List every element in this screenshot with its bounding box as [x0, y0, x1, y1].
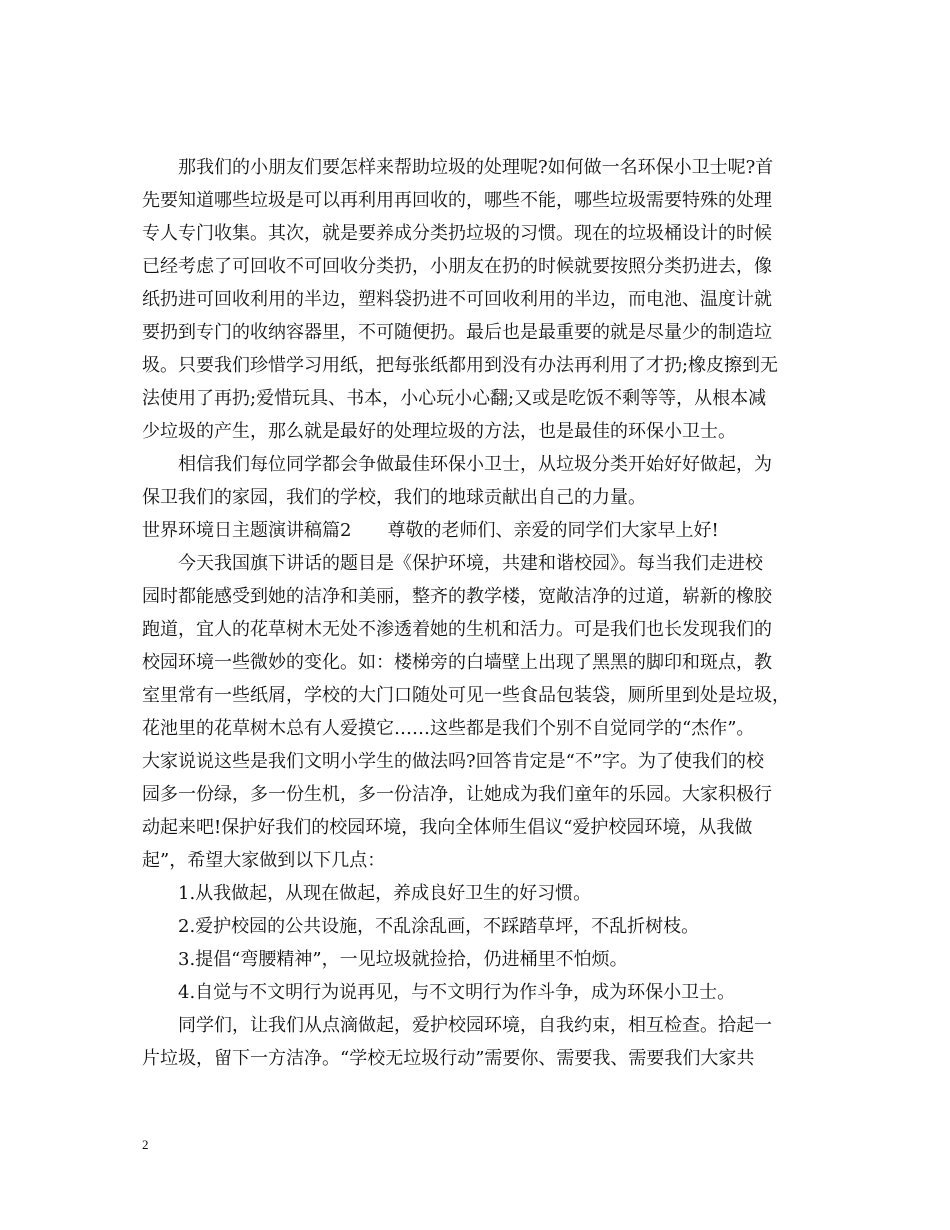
- paragraph-line: 要扔到专门的收纳容器里，不可随便扔。最后也是最重要的就是尽量少的制造垃: [142, 322, 772, 343]
- section-heading: 世界环境日主题演讲稿篇2 尊敬的老师们、亲爱的同学们大家早上好!: [142, 520, 719, 541]
- paragraph-line: 已经考虑了可回收不可回收分类扔，小朋友在扔的时候就要按照分类扔进去，像: [142, 256, 772, 277]
- list-item: 1.从我做起，从现在做起，养成良好卫生的好习惯。: [178, 883, 592, 904]
- list-item: 2.爱护校园的公共设施，不乱涂乱画，不踩踏草坪，不乱折树枝。: [178, 916, 700, 937]
- paragraph-line: 动起来吧!保护好我们的校园环境，我向全体师生倡议“爱护校园环境，从我做: [142, 817, 753, 838]
- paragraph-line: 校园环境一些微妙的变化。如：楼梯旁的白墙壁上出现了黑黑的脚印和斑点，教: [142, 652, 772, 673]
- paragraph-line: 起”，希望大家做到以下几点：: [142, 850, 386, 871]
- page-number: 2: [142, 1137, 149, 1152]
- list-item: 4.自觉与不文明行为说再见，与不文明行为作斗争，成为环保小卫士。: [178, 982, 736, 1003]
- paragraph-line: 大家说说这些是我们文明小学生的做法吗?回答肯定是“不”字。为了使我们的校: [142, 751, 765, 772]
- paragraph-line: 专人专门收集。其次，就是要养成分类扔垃圾的习惯。现在的垃圾桶设计的时候: [142, 223, 772, 244]
- paragraph-line: 法使用了再扔;爱惜玩具、书本，小心玩小心翻;又或是吃饭不剩等等，从根本减: [142, 388, 767, 409]
- list-item: 3.提倡“弯腰精神”，一见垃圾就捡拾，仍进桶里不怕烦。: [178, 949, 628, 970]
- paragraph-line: 跑道，宜人的花草树木无处不渗透着她的生机和活力。可是我们也长发现我们的: [142, 619, 772, 640]
- paragraph-line: 园多一份绿，多一份生机，多一份洁净，让她成为我们童年的乐园。大家积极行: [142, 784, 772, 805]
- paragraph-line: 同学们，让我们从点滴做起，爱护校园环境，自我约束，相互检查。拾起一: [178, 1015, 772, 1036]
- paragraph-line: 园时都能感受到她的洁净和美丽，整齐的教学楼，宽敞洁净的过道，崭新的橡胶: [142, 586, 772, 607]
- paragraph-line: 保卫我们的家园，我们的学校，我们的地球贡献出自己的力量。: [142, 487, 646, 508]
- paragraph-line: 花池里的花草树木总有人爱摸它……这些都是我们个别不自觉同学的“杰作”。: [142, 718, 755, 739]
- paragraph-line: 少垃圾的产生，那么就是最好的处理垃圾的方法，也是最佳的环保小卫士。: [142, 421, 736, 442]
- paragraph-line: 室里常有一些纸屑，学校的大门口随处可见一些食品包装袋，厕所里到处是垃圾，: [142, 685, 790, 706]
- paragraph-line: 那我们的小朋友们要怎样来帮助垃圾的处理呢?如何做一名环保小卫士呢?首: [178, 157, 774, 178]
- paragraph-line: 相信我们每位同学都会争做最佳环保小卫士，从垃圾分类开始好好做起，为: [178, 454, 772, 475]
- paragraph-line: 纸扔进可回收利用的半边，塑料袋扔进不可回收利用的半边，而电池、温度计就: [142, 289, 772, 310]
- paragraph-line: 片垃圾，留下一方洁净。“学校无垃圾行动”需要你、需要我、需要我们大家共: [142, 1048, 755, 1069]
- paragraph-line: 今天我国旗下讲话的题目是《保护环境，共建和谐校园》。每当我们走进校: [178, 553, 763, 574]
- paragraph-line: 先要知道哪些垃圾是可以再利用再回收的，哪些不能，哪些垃圾需要特殊的处理: [142, 190, 772, 211]
- paragraph-line: 圾。只要我们珍惜学习用纸，把每张纸都用到没有办法再利用了才扔;橡皮擦到无: [142, 355, 779, 376]
